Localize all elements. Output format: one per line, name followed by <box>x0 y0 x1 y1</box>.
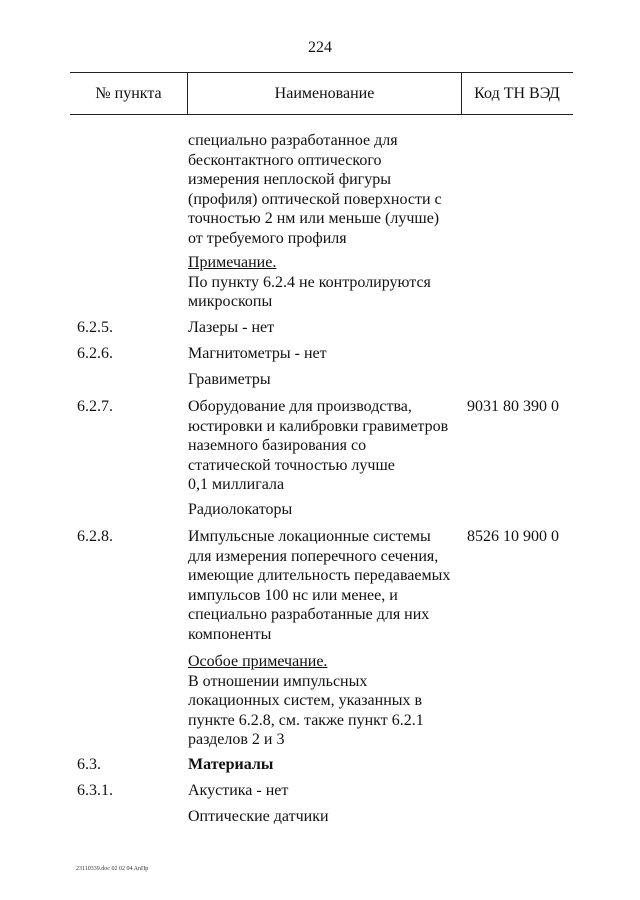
table-header <box>70 72 573 115</box>
text-line: измерения неплоской фигуры <box>188 171 391 188</box>
item-name <box>188 527 463 644</box>
text-line: Оборудование для производства, <box>188 398 412 415</box>
text-line: наземного базирования со <box>188 437 367 454</box>
text-line: 0,1 миллигала <box>188 476 285 493</box>
text-line: бесконтактного оптического <box>188 151 382 169</box>
note-title: Примечание. <box>188 254 277 271</box>
item-number: 6.3.1. <box>77 782 113 799</box>
item-number: 6.3. <box>77 756 101 773</box>
note-line: По пункту 6.2.4 не контролируются <box>188 273 431 291</box>
section-heading: Оптические датчики <box>188 808 329 825</box>
item-name: Лазеры - нет <box>188 319 275 336</box>
text-line: точностью 2 нм или меньше (лучше) <box>188 210 440 227</box>
item-name <box>188 397 463 495</box>
text-line: статической точностью лучше <box>188 456 395 474</box>
note-block <box>188 253 463 312</box>
text-line: юстировки и калибровки гравиметров <box>188 417 449 435</box>
section-heading: Гравиметры <box>188 371 271 388</box>
note-line: В отношении импульсных <box>188 672 368 690</box>
continuation-text <box>188 131 463 248</box>
item-number: 6.2.8. <box>77 528 113 545</box>
header-code: Код ТН ВЭД <box>474 85 560 102</box>
header-item-number: № пункта <box>95 85 162 102</box>
section-title: Материалы <box>188 756 274 773</box>
note-title: Особое примечание. <box>188 653 328 670</box>
item-code: 8526 10 900 0 <box>467 528 559 545</box>
item-code: 9031 80 390 0 <box>467 398 559 415</box>
item-name: Магнитометры - нет <box>188 345 327 362</box>
text-line: от требуемого профиля <box>188 229 347 247</box>
text-line: специально разработанное для <box>188 132 398 149</box>
item-number: 6.2.6. <box>77 345 113 362</box>
footer-doc-id: 23110339.doc 02 02 04 AnПр <box>76 866 149 872</box>
text-line: импульсов 100 нс или менее, и <box>188 586 398 604</box>
note-line: разделов 2 и 3 <box>188 731 285 748</box>
text-line: специально разработанные для них <box>188 606 430 623</box>
header-name: Наименование <box>187 73 462 114</box>
section-heading: Радиолокаторы <box>188 501 293 518</box>
text-line: Импульсные локационные системы <box>188 528 431 545</box>
text-line: для измерения поперечного сечения, <box>188 547 439 565</box>
page-number: 224 <box>308 39 332 56</box>
note-line: микроскопы <box>188 293 273 310</box>
item-name: Акустика - нет <box>188 782 289 799</box>
text-line: компоненты <box>188 625 272 643</box>
special-note-block <box>188 652 463 750</box>
text-line: (профиля) оптической поверхности с <box>188 190 442 208</box>
note-line: пункте 6.2.8, см. также пункт 6.2.1 <box>188 711 424 729</box>
item-number: 6.2.7. <box>77 398 113 415</box>
item-number: 6.2.5. <box>77 319 113 336</box>
text-line: имеющие длительность передаваемых <box>188 567 451 584</box>
note-line: локационных систем, указанных в <box>188 692 423 709</box>
